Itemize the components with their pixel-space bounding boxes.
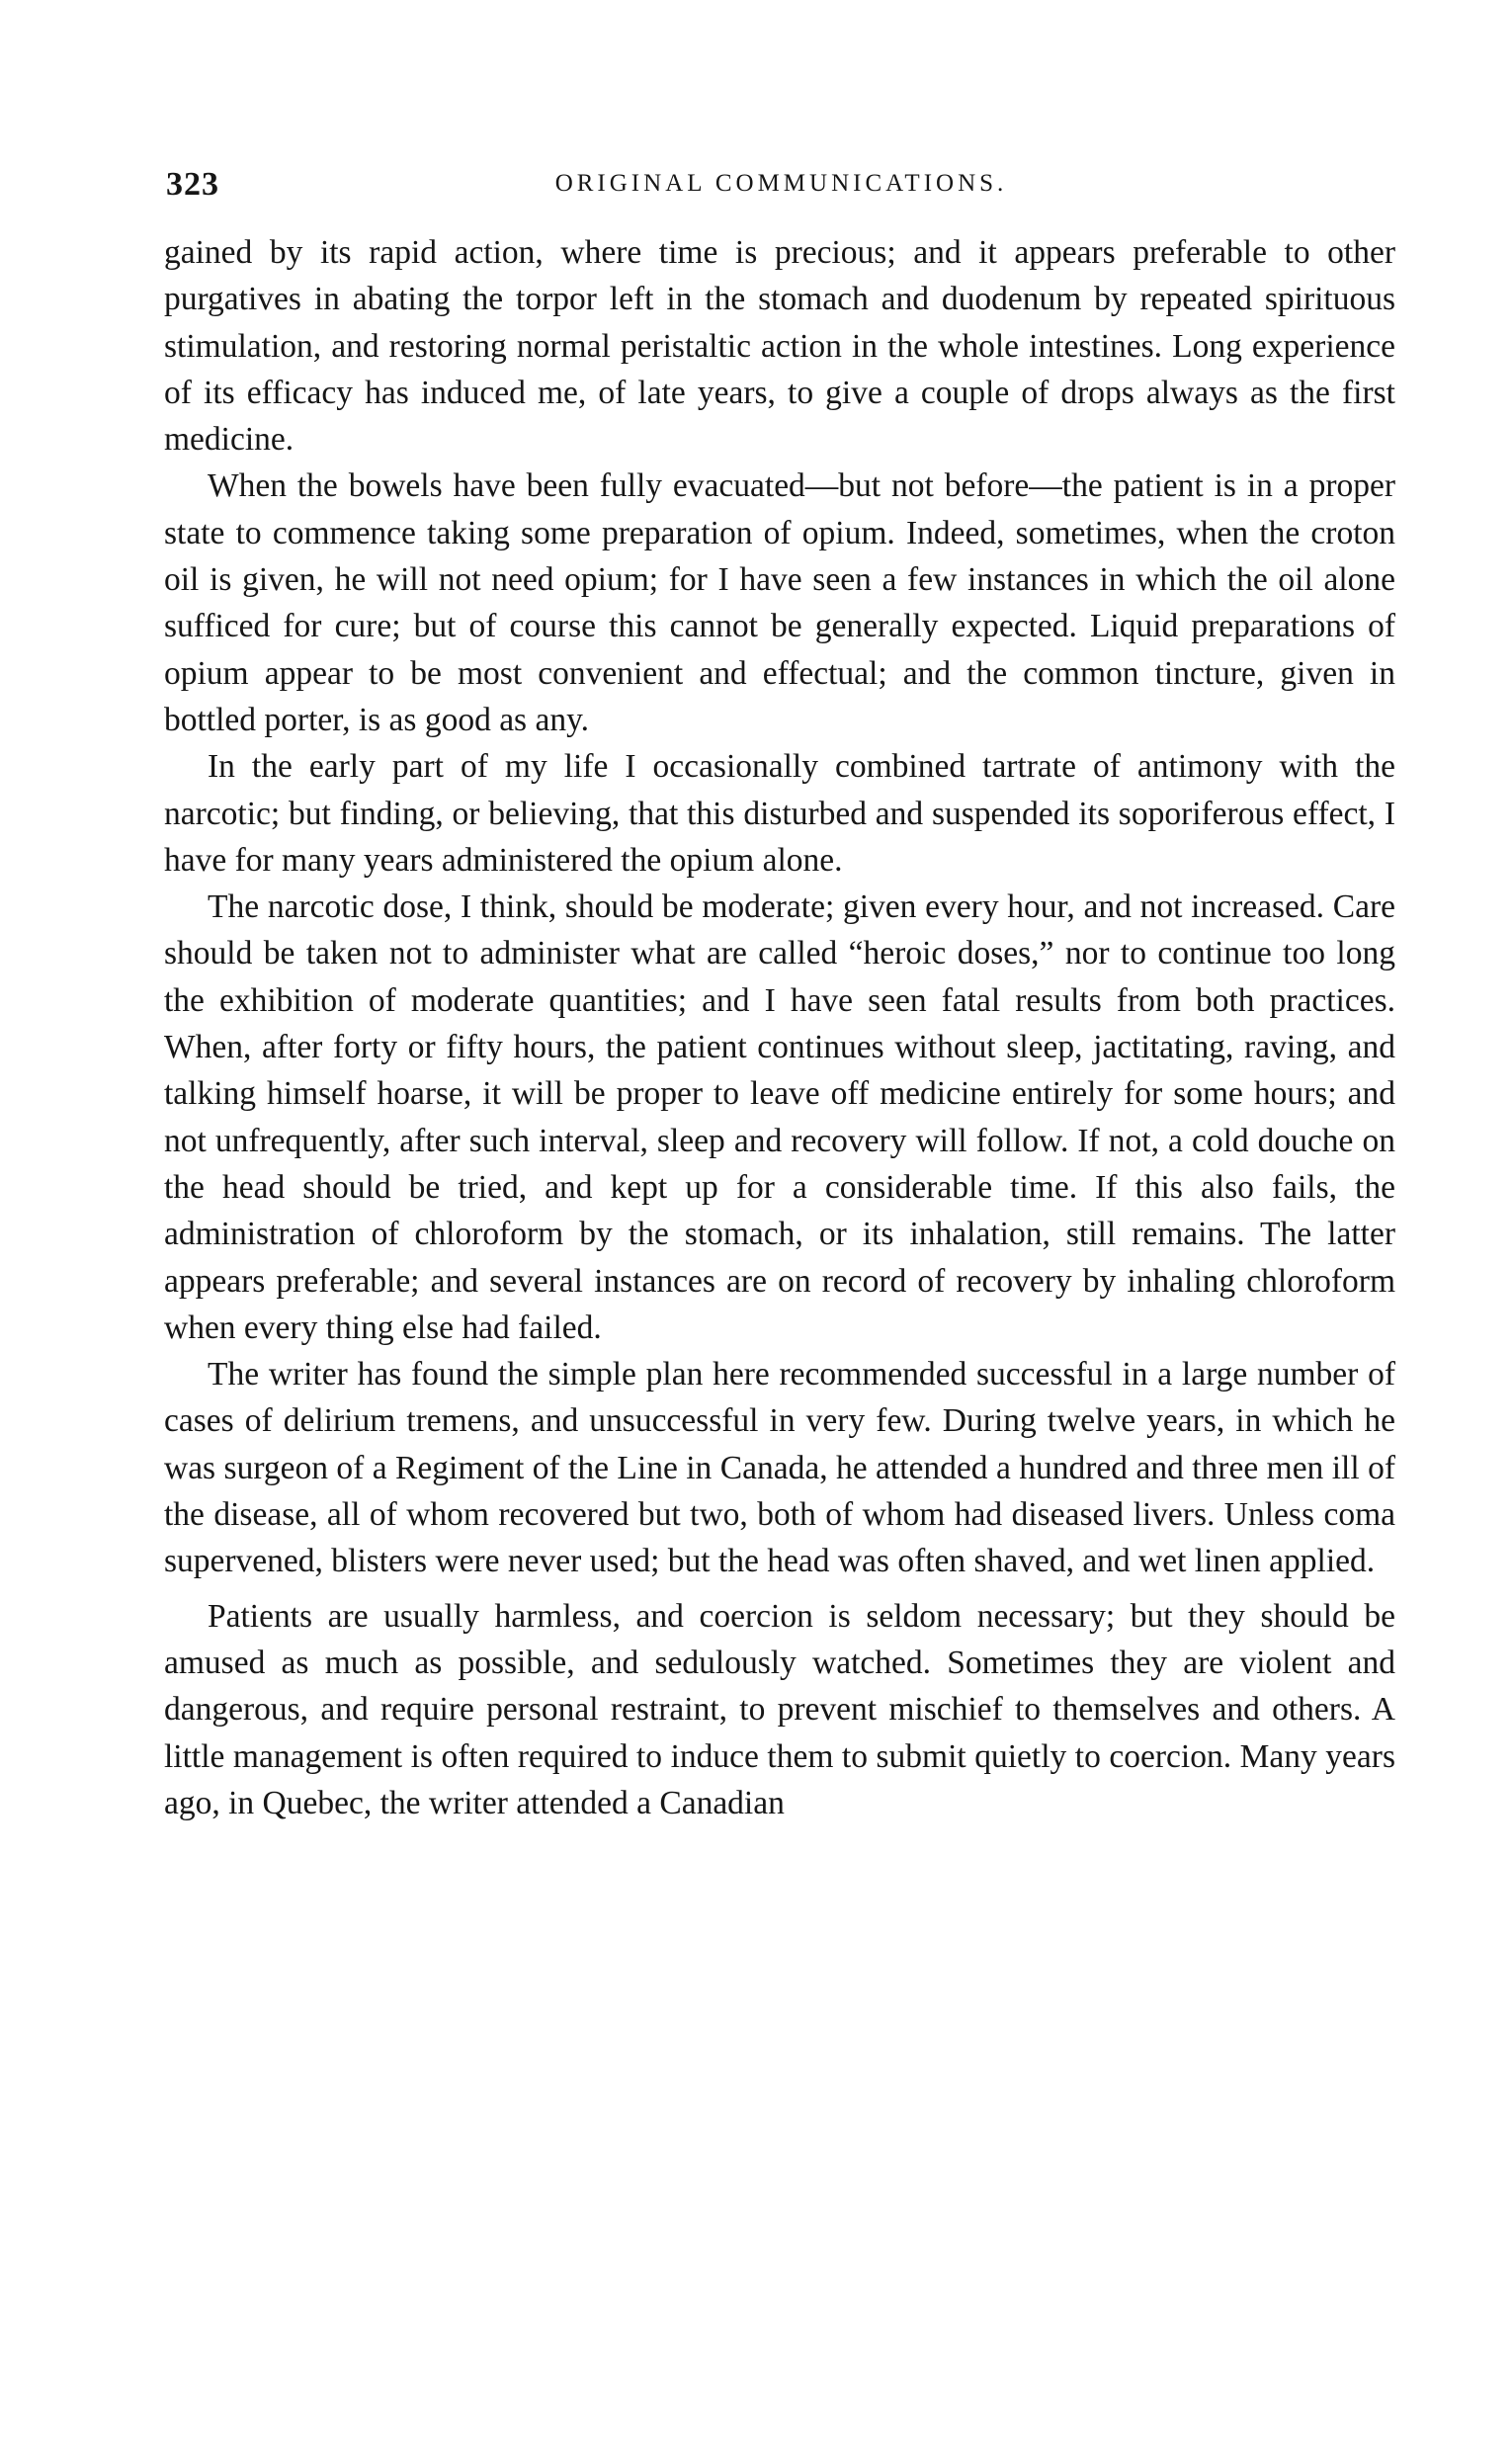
paragraph-tartrate-antimony: In the early part of my life I occasionally combined tartrate of antimony with the narcotic; but finding, or believing, that this disturbed and suspended its soporiferous effect, I have for many years administered the opium alone.	[164, 748, 1395, 879]
page-number: 323	[166, 166, 219, 203]
paragraph-writer-experience: The writer has found the simple plan here recommended successful in a large number of cases of delirium tremens, and unsuccessful in very few. During twelve years, in which he was surgeon of a Regiment of the Line in Canada, he attended a hundred and three men ill of the disease, all of whom recovered but two, both of whom had diseased livers. Unless coma supervened, blisters were never used; but the head was often shaved, and wet linen applied.	[164, 1356, 1395, 1580]
body-text	[164, 229, 1395, 1826]
paragraph-opium-preparation: When the bowels have been fully evacuated—but not before—the patient is in a proper state to commence taking some preparation of opium. Indeed, sometimes, when the croton oil is given, he will not need opium; for I have seen a few instances in which the oil alone sufficed for cure; but of course this cannot be generally expected. Liquid preparations of opium appear to be most convenient and effectual; and the common tincture, given in bottled porter, is as good as any.	[164, 467, 1395, 738]
paragraph-patient-management: Patients are usually harmless, and coercion is seldom necessary; but they should be amused as much as possible, and sedulously watched. Sometimes they are violent and dangerous, and require personal restraint, to prevent mischief to themselves and others. A little management is often required to induce them to submit quietly to coercion. Many years ago, in Quebec, the writer attended a Canadian	[164, 1597, 1395, 1821]
paragraph-croton-oil-continued: gained by its rapid action, where time is precious; and it appears preferable to other purgatives in abating the torpor left in the stomach and duodenum by repeated spirituous stimulation, and restoring normal peristaltic action in the whole intestines. Long experience of its efficacy has induced me, of late years, to give a couple of drops always as the first medicine.	[164, 234, 1395, 459]
running-head: ORIGINAL COMMUNICATIONS.	[554, 170, 1008, 197]
paragraph-narcotic-dose: The narcotic dose, I think, should be moderate; given every hour, and not increased. Care should be taken not to administer what are called “heroic doses,” nor to continue too long the exhibition of moderate quantities; and I have seen fatal results from both practices. When, after forty or fifty hours, the patient continues without sleep, jactitating, raving, and talking himself hoarse, it will be proper to leave off medicine entirely for some hours; and not unfrequently, after such interval, sleep and recovery will follow. If not, a cold douche on the head should be tried, and kept up for a considerable time. If this also fails, the administration of chloroform by the stomach, or its inhalation, still remains. The latter appears preferable; and several instances are on record of recovery by inhaling chloroform when every thing else had failed.	[164, 888, 1395, 1346]
page-header	[166, 166, 1396, 206]
